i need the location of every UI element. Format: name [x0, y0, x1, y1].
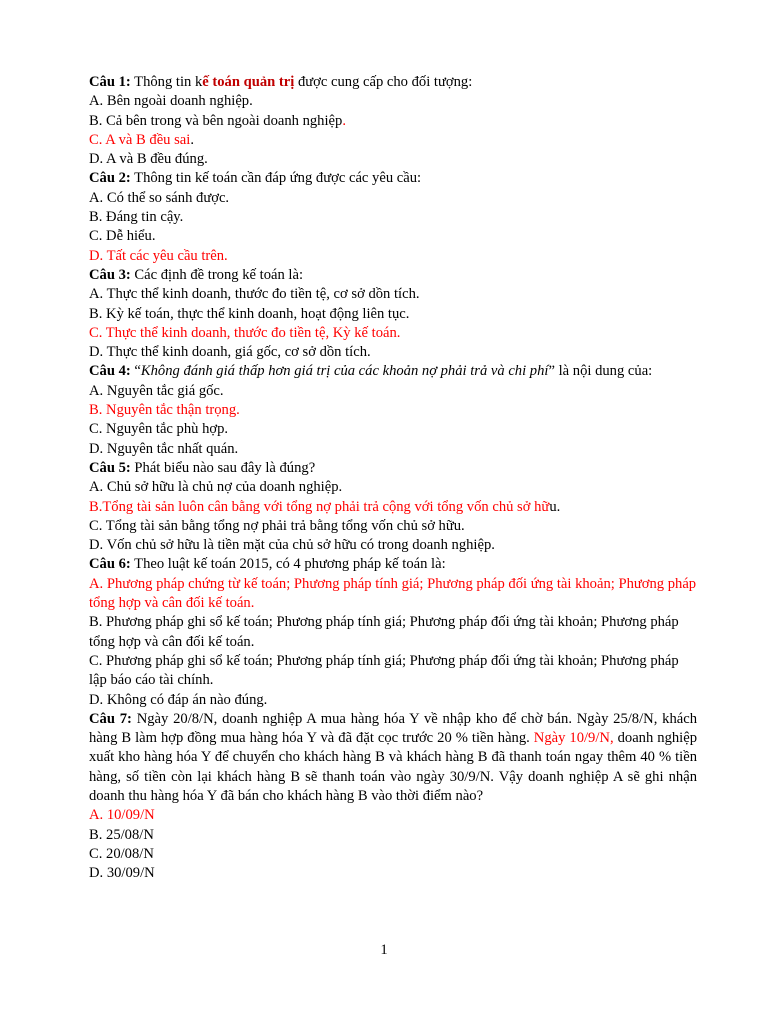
page-number: 1 — [380, 942, 388, 958]
question-text: Thông tin k — [130, 74, 203, 90]
question-6 — [89, 555, 697, 574]
question-7 — [89, 710, 697, 806]
answer-option-c: C. Nguyên tắc phù hợp. — [89, 421, 229, 438]
quoted-principle: Không đánh giá thấp hơn giá trị của các khoản nợ phải trả và chi phí — [140, 363, 549, 380]
answer-text-marked: C. A và B đều sai — [89, 131, 191, 148]
answer-option-d: D. Không có đáp án nào đúng. — [89, 691, 268, 708]
question-3 — [89, 266, 697, 285]
answer-punctuation: . — [190, 131, 194, 148]
answer-option-d: D. 30/09/N — [89, 865, 155, 882]
answer-punctuation: . — [342, 112, 346, 129]
question-4 — [89, 362, 697, 381]
answer-option-a: A. Có thể so sánh được. — [89, 189, 230, 206]
answer-option-a: A. Thực thể kinh doanh, thước đo tiền tệ, cơ sở dồn tích. — [89, 286, 420, 303]
answer-option-c-marked: C. Thực thể kinh doanh, thước đo tiền tệ, Kỳ kế toán. — [89, 324, 401, 341]
answer-option-a: A. Bên ngoài doanh nghiệp. — [89, 93, 253, 110]
answer-option-a-marked: A. Phương pháp chứng từ kế toán; Phương pháp tính giá; Phương pháp đối ứng tài khoản; Phương pháp tổng hợp và cân đối kế toán. — [89, 575, 697, 612]
answer-option-a-marked: A. 10/09/N — [89, 807, 155, 824]
answer-option-b: B. Phương pháp ghi sổ kế toán; Phương pháp tính giá; Phương pháp đối ứng tài khoản; Phương pháp tổng hợp và cân đối kế toán. — [89, 614, 679, 650]
question-text: doanh nghiệp xuất kho hàng hóa Y để chuyển cho khách hàng B và khách hàng B đã thanh toán ngay thêm 40 % tiền hàng, số tiền còn lại khách hàng B sẽ thanh toán vào ngày 30/9/N. Vậy doanh nghiệp A sẽ ghi nhận doanh thu hàng hóa Y đã bán cho khách hàng B vào thời điểm nào? — [89, 730, 697, 804]
answer-option-c: C. Dễ hiểu. — [89, 228, 156, 245]
answer-option-d-marked: D. Tất các yêu cầu trên. — [89, 247, 228, 264]
document-page — [89, 73, 697, 883]
question-label: Câu 1: — [89, 74, 131, 90]
answer-option-b-marked: B. Nguyên tắc thận trọng. — [89, 402, 240, 419]
answer-option-a: A. Chủ sở hữu là chủ nợ của doanh nghiệp. — [89, 479, 343, 496]
question-text: Theo luật kế toán 2015, có 4 phương pháp kế toán là: — [130, 556, 446, 573]
answer-text: B. Cả bên trong và bên ngoài doanh nghiệp — [89, 112, 343, 129]
answer-option-b: B. Đáng tin cậy. — [89, 209, 184, 226]
question-text: được cung cấp cho đối tượng: — [294, 74, 473, 90]
question-1 — [89, 73, 697, 92]
question-label: Câu 6: — [89, 556, 131, 573]
open-quote: “ — [130, 363, 141, 380]
answer-option-c: C. Phương pháp ghi sổ kế toán; Phương pháp tính giá; Phương pháp đối ứng tài khoản; Phương pháp lập báo cáo tài chính. — [89, 652, 679, 689]
answer-option-b-marked — [89, 498, 697, 517]
answer-option-b: B. 25/08/N — [89, 826, 154, 843]
answer-option-c: C. 20/08/N — [89, 845, 154, 862]
question-label: Câu 7: — [89, 710, 132, 727]
question-text: Ngày 20/8/N, doanh nghiệp A mua hàng hóa Y về nhập kho để chờ bán. Ngày 25/8/N, khách hàng B làm hợp đồng mua hàng hóa Y và đã đặt cọc trước 20 % tiền hàng. — [89, 710, 697, 747]
highlighted-date: Ngày 10/9/N, — [533, 730, 614, 747]
question-label: Câu 5: — [89, 459, 131, 476]
answer-option-d: D. Thực thể kinh doanh, giá gốc, cơ sở dồn tích. — [89, 344, 371, 361]
question-text: Thông tin kế toán cần đáp ứng được các yêu cầu: — [130, 170, 422, 187]
question-label: Câu 2: — [89, 170, 131, 187]
answer-option-d: D. Vốn chủ sở hữu là tiền mặt của chủ sở hữu có trong doanh nghiệp. — [89, 537, 495, 554]
answer-option-d: D. A và B đều đúng. — [89, 151, 208, 168]
answer-option-c: C. Tổng tài sản bằng tổng nợ phải trả bằng tổng vốn chủ sở hữu. — [89, 517, 465, 534]
question-text: là nội dung của: — [554, 363, 653, 380]
question-2 — [89, 169, 697, 188]
question-text: Phát biểu nào sau đây là đúng? — [130, 459, 316, 476]
answer-option-b: B. Kỳ kế toán, thực thể kinh doanh, hoạt động liên tục. — [89, 305, 410, 322]
answer-option-c — [89, 131, 697, 150]
question-text: Các định đề trong kế toán là: — [130, 266, 304, 283]
close-quote: ” — [548, 363, 555, 380]
question-label: Câu 4: — [89, 363, 131, 380]
answer-option-a: A. Nguyên tắc giá gốc. — [89, 382, 224, 399]
answer-text-marked: B.Tổng tài sản luôn cân bằng với tổng nợ phải trả cộng với tổng vốn chủ sở hữ — [89, 498, 550, 515]
answer-option-d: D. Nguyên tắc nhất quán. — [89, 440, 239, 457]
question-label: Câu 3: — [89, 266, 131, 283]
question-5 — [89, 459, 697, 478]
highlighted-term: ế toán quản trị — [202, 74, 295, 90]
answer-text-tail: u. — [549, 498, 561, 515]
answer-option-b — [89, 112, 697, 131]
